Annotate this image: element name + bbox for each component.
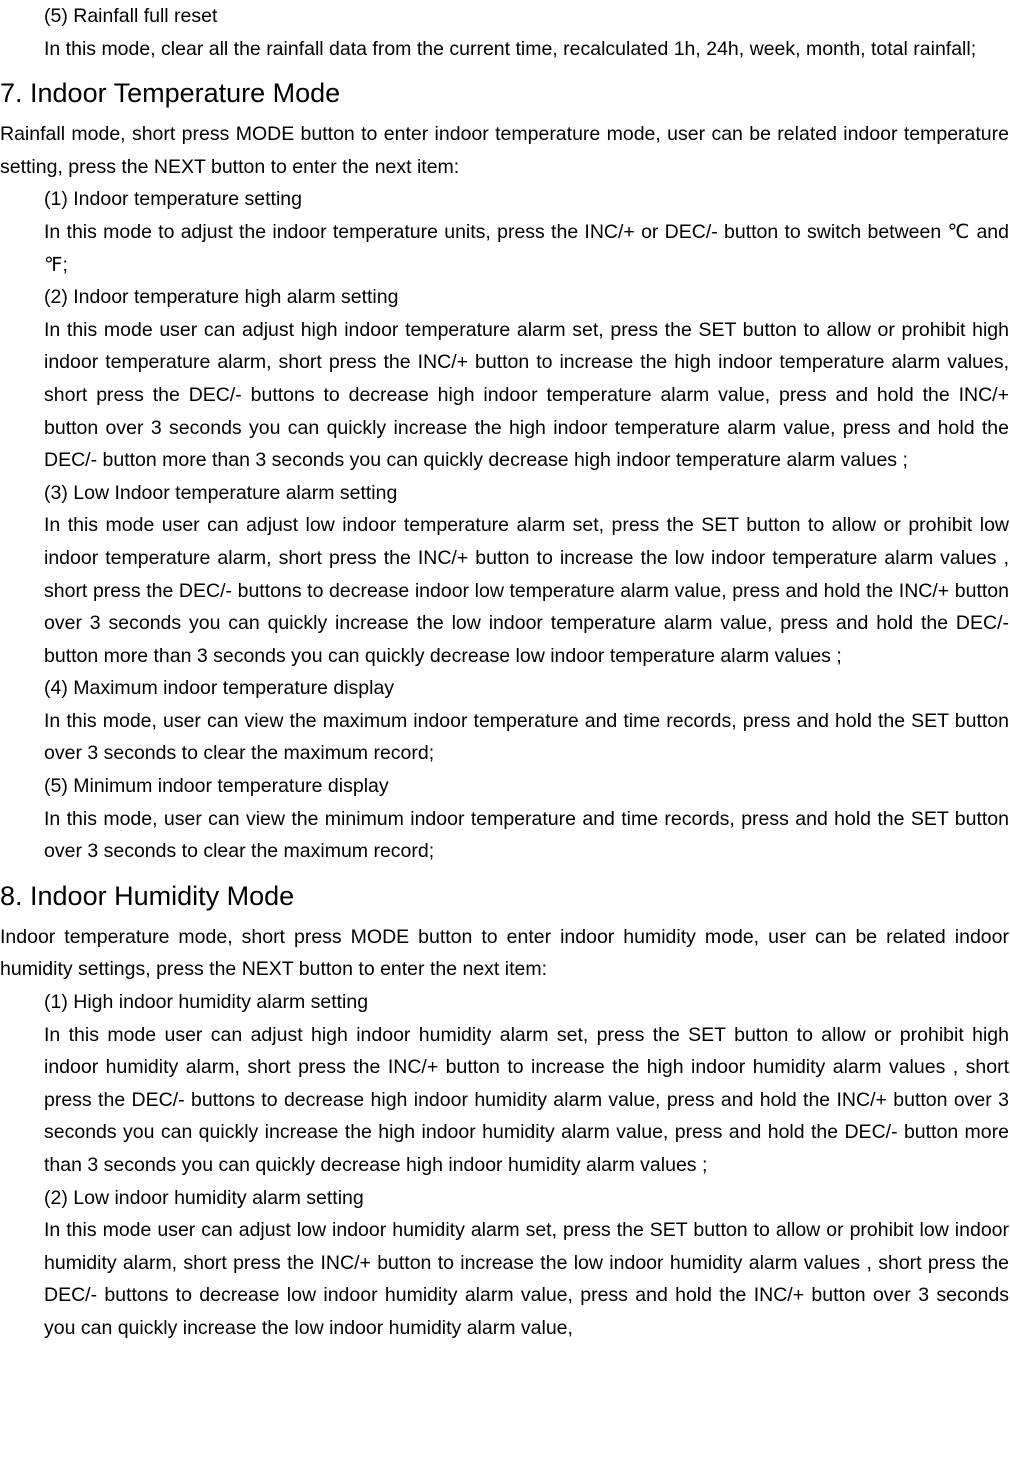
section-8-intro: Indoor temperature mode, short press MODE button to enter indoor humidity mode, user can be related indoor humidity settings, press the NEXT button to enter the next item:	[0, 925, 1009, 981]
indoor-temp-low-alarm-title: (3) Low Indoor temperature alarm setting	[44, 481, 398, 504]
indoor-temp-max-title: (4) Maximum indoor temperature display	[44, 677, 395, 700]
indoor-humidity-high-alarm-title: (1) High indoor humidity alarm setting	[44, 991, 369, 1014]
section-8-heading: 8. Indoor Humidity Mode	[0, 880, 295, 911]
rainfall-reset-text: In this mode, clear all the rainfall data from the current time, recalculated 1h, 24h, week, month, total rainfall;	[44, 37, 977, 60]
indoor-humidity-low-alarm-text: In this mode user can adjust low indoor humidity alarm set, press the SET button to allow or prohibit low indoor humidity alarm, short press the INC/+ button to increase the low indoor humidity alarm values , short press the DEC/- buttons to decrease low indoor humidity alarm value, press and hold the INC/+ button over 3 seconds you can quickly increase the low indoor humidity alarm value,	[44, 1219, 1009, 1339]
indoor-temp-high-alarm-title: (2) Indoor temperature high alarm setting	[44, 286, 399, 309]
indoor-temp-low-alarm-text: In this mode user can adjust low indoor temperature alarm set, press the SET button to allow or prohibit low indoor temperature alarm, short press the INC/+ button to increase the low indoor temperature alarm values , short press the DEC/- buttons to decrease indoor low temperature alarm value, press and hold the INC/+ button over 3 seconds you can quickly increase the low indoor temperature alarm value, press and hold the DEC/- button more than 3 seconds you can quickly decrease low indoor temperature alarm values ;	[44, 514, 1009, 667]
indoor-temp-setting-title: (1) Indoor temperature setting	[44, 188, 302, 211]
indoor-humidity-low-alarm-title: (2) Low indoor humidity alarm setting	[44, 1186, 364, 1209]
section-7-intro: Rainfall mode, short press MODE button to enter indoor temperature mode, user can be related indoor temperature setting, press the NEXT button to enter the next item:	[0, 123, 1009, 178]
indoor-temp-setting-text: In this mode to adjust the indoor temperature units, press the INC/+ or DEC/- button to switch between ℃ and ℉;	[44, 220, 1009, 276]
indoor-temp-min-text: In this mode, user can view the minimum indoor temperature and time records, press and hold the SET button over 3 seconds to clear the maximum record;	[44, 807, 1009, 863]
indoor-temp-high-alarm-text: In this mode user can adjust high indoor temperature alarm set, press the SET button to allow or prohibit high indoor temperature alarm, short press the INC/+ button to increase the high indoor temperature alarm values, short press the DEC/- buttons to decrease high indoor temperature alarm value, press and hold the INC/+ button over 3 seconds you can quickly increase the high indoor temperature alarm value, press and hold the DEC/- button more than 3 seconds you can quickly decrease high indoor temperature alarm values ;	[44, 318, 1009, 472]
section-7-heading: 7. Indoor Temperature Mode	[0, 78, 341, 109]
indoor-temp-max-text: In this mode, user can view the maximum indoor temperature and time records, press and hold the SET button over 3 seconds to clear the maximum record;	[44, 709, 1009, 765]
indoor-temp-min-title: (5) Minimum indoor temperature display	[44, 775, 389, 798]
rainfall-reset-title: (5) Rainfall full reset	[44, 5, 218, 27]
indoor-humidity-high-alarm-text: In this mode user can adjust high indoor humidity alarm set, press the SET button to allow or prohibit high indoor humidity alarm, short press the INC/+ button to increase the high indoor humidity alarm values , short press the DEC/- buttons to decrease high indoor humidity alarm value, press and hold the INC/+ button over 3 seconds you can quickly increase the high indoor humidity alarm value, press and hold the DEC/- button more than 3 seconds you can quickly decrease high indoor humidity alarm values ;	[44, 1023, 1009, 1176]
